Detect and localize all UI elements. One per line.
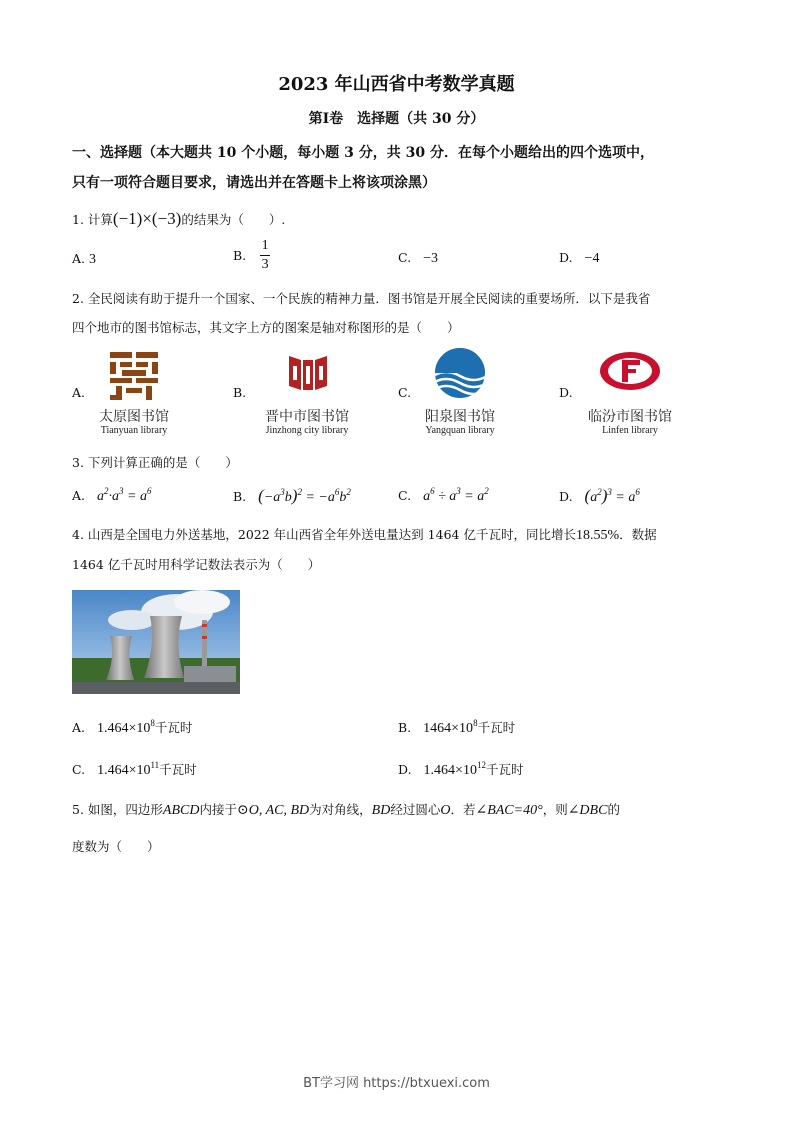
yangquan-library-logo [433, 346, 487, 400]
question-3-stem: 3. 下列计算正确的是（ ） [72, 455, 238, 470]
q2-option-c-label[interactable]: C. [398, 385, 412, 400]
question-4-line2: 1464 亿千瓦时用科学记数法表示为（ ） [72, 557, 321, 572]
power-plant-photo [72, 590, 240, 694]
linfen-library-en: Linfen library [602, 425, 658, 436]
q2-option-d-label[interactable]: D. [559, 385, 573, 400]
question-5-line1: 5. 如图，四边形ABCD内接于⊙O, AC, BD为对角线，BD经过圆心O．若∠BAC=40°，则∠DBC的 [72, 802, 620, 818]
yangquan-library-name: 阳泉图书馆 [425, 409, 495, 425]
q4-option-c[interactable]: C. $1.464\times 10^{11}$千瓦时 [72, 760, 197, 778]
jinzhong-library-logo [285, 350, 331, 396]
jinzhong-library-name: 晋中市图书馆 [265, 409, 349, 425]
q3-option-b[interactable]: B. $(-a^3b)^2 = -a^6b^2$ [233, 486, 351, 505]
footer-watermark[interactable]: BT学习网 https://btxuexi.com [303, 1076, 490, 1091]
yangquan-library-en: Yangquan library [425, 425, 495, 436]
question-2-line2: 四个地市的图书馆标志，其文字上方的图案是轴对称图形的是（ ） [72, 320, 460, 335]
q1-expression: (−1)×(−3) [112, 209, 182, 228]
page-title: 2023 年山西省中考数学真题 [278, 74, 515, 95]
section-instructions-line1: 一、选择题（本大题共 10 个小题，每小题 3 分，共 30 分．在每个小题给出的四个选项中， [72, 145, 654, 161]
q4-option-b[interactable]: B. $1464\times 10^8$千瓦时 [398, 718, 516, 736]
q2-option-a-label[interactable]: A. [72, 385, 86, 400]
section-instructions-line2: 只有一项符合题目要求，请选出并在答题卡上将该项涂黑） [72, 175, 436, 191]
q3-option-d[interactable]: D. $(a^2)^3 = a^6$ [559, 486, 640, 505]
taiyuan-library-logo [108, 350, 160, 402]
question-4-line1: 4. 山西是全国电力外送基地，2022 年山西省全年外送电量达到 1464 亿千瓦时，同比增长18.55%．数据 [72, 527, 657, 543]
question-1-stem: 1. 计算(−1)×(−3)的结果为（ ）. [72, 209, 286, 228]
q3-option-c[interactable]: C. $a^6 \div a^3 = a^2$ [398, 486, 489, 504]
question-5-line2: 度数为（ ） [72, 839, 160, 854]
q4-option-a[interactable]: A. $1.464\times 10^8$千瓦时 [72, 718, 193, 736]
taiyuan-library-name: 太原图书馆 [99, 409, 169, 425]
q3-option-a[interactable]: A. $a^2\cdot a^3 = a^6$ [72, 486, 152, 504]
q1-option-c[interactable]: C. −3 [398, 250, 438, 266]
linfen-library-name: 临汾市图书馆 [588, 409, 672, 425]
q4-option-d[interactable]: D. $1.464\times 10^{12}$千瓦时 [398, 760, 524, 778]
jinzhong-library-en: Jinzhong city library [265, 425, 349, 436]
linfen-library-logo [598, 350, 662, 392]
q1-option-d[interactable]: D. −4 [559, 250, 600, 266]
q2-option-b-label[interactable]: B. [233, 385, 247, 400]
taiyuan-library-en: Tianyuan library [100, 425, 168, 436]
q1-option-b[interactable]: B. $\frac{1}{3}$ [233, 238, 269, 272]
question-2-line1: 2. 全民阅读有助于提升一个国家、一个民族的精神力量．图书馆是开展全民阅读的重要场所．以下是我省 [72, 291, 651, 306]
q1-option-a[interactable]: A. 3 [72, 251, 96, 267]
section-subtitle: 第Ⅰ卷 选择题（共 30 分） [308, 111, 485, 127]
